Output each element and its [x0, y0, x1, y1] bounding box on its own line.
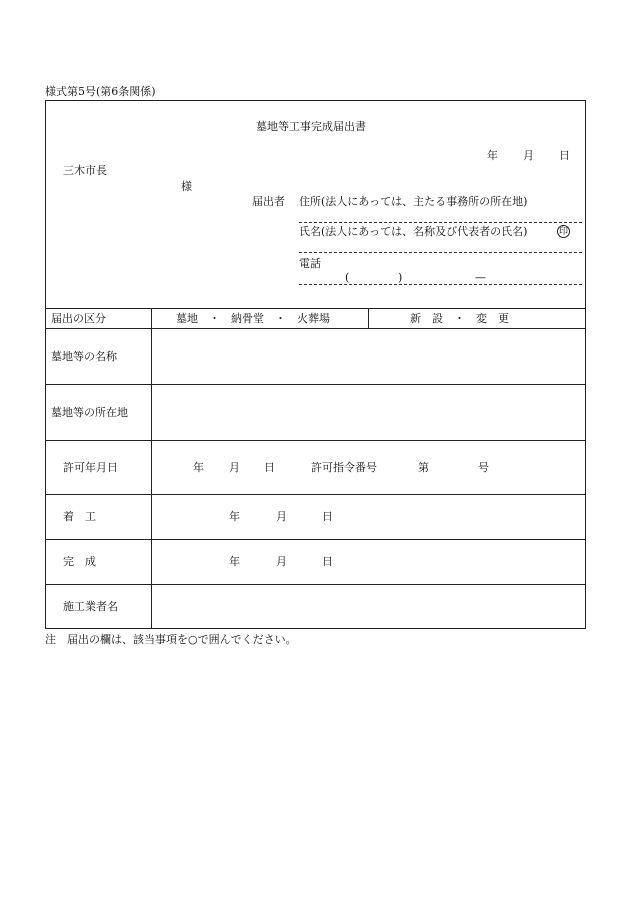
row-divider	[45, 539, 586, 540]
permit-number-dai: 第	[418, 461, 429, 474]
footnote: 注 届出の欄は、該当事項を○で囲んでください。	[45, 633, 297, 646]
permit-number-go: 号	[478, 461, 489, 474]
column-divider	[368, 308, 369, 328]
row-divider	[45, 440, 586, 441]
permit-day: 日	[264, 461, 275, 474]
start-label: 着 工	[63, 510, 96, 523]
facility-location-field[interactable]	[152, 385, 585, 439]
row-divider	[45, 494, 586, 495]
completion-day: 日	[322, 555, 333, 568]
category-types[interactable]: 新 設 ・ 変 更	[410, 312, 509, 325]
permit-month: 月	[229, 461, 240, 474]
address-label: 住所(法人にあっては、主たる事務所の所在地)	[299, 195, 528, 208]
date-year: 年	[487, 149, 498, 162]
category-facilities[interactable]: 墓地 ・ 納骨堂 ・ 火葬場	[176, 312, 330, 325]
form-title: 墓地等工事完成届出書	[256, 120, 366, 133]
seal-mark: 印	[558, 227, 568, 237]
facility-location-label: 墓地等の所在地	[51, 406, 128, 419]
contractor-field[interactable]	[152, 585, 585, 628]
addressee-name: 三木市長	[63, 164, 107, 177]
date-day: 日	[559, 149, 570, 162]
facility-name-label: 墓地等の名称	[51, 350, 117, 363]
applicant-label: 届出者	[252, 195, 285, 208]
form-number: 様式第5号(第6条関係)	[45, 85, 156, 98]
permit-number-label: 許可指令番号	[311, 461, 377, 474]
date-month: 月	[523, 149, 534, 162]
contractor-label: 施工業者名	[63, 600, 118, 613]
name-field[interactable]	[299, 252, 582, 253]
category-label: 届出の区分	[51, 312, 106, 325]
address-field[interactable]	[299, 222, 582, 223]
name-label: 氏名(法人にあっては、名称及び代表者の氏名)	[299, 225, 528, 238]
phone-dash: —	[475, 271, 486, 284]
start-day: 日	[322, 510, 333, 523]
phone-field[interactable]	[299, 284, 582, 285]
completion-year: 年	[229, 555, 240, 568]
permit-date-label: 許可年月日	[63, 461, 118, 474]
phone-label: 電話	[299, 257, 321, 270]
completion-month: 月	[276, 555, 287, 568]
permit-year: 年	[193, 461, 204, 474]
start-month: 月	[276, 510, 287, 523]
facility-name-field[interactable]	[152, 329, 585, 383]
addressee-honorific: 様	[181, 180, 192, 193]
phone-open-paren: (	[345, 271, 350, 284]
row-divider	[45, 308, 586, 309]
phone-close-paren: )	[398, 271, 403, 284]
start-year: 年	[229, 510, 240, 523]
completion-label: 完 成	[63, 555, 96, 568]
